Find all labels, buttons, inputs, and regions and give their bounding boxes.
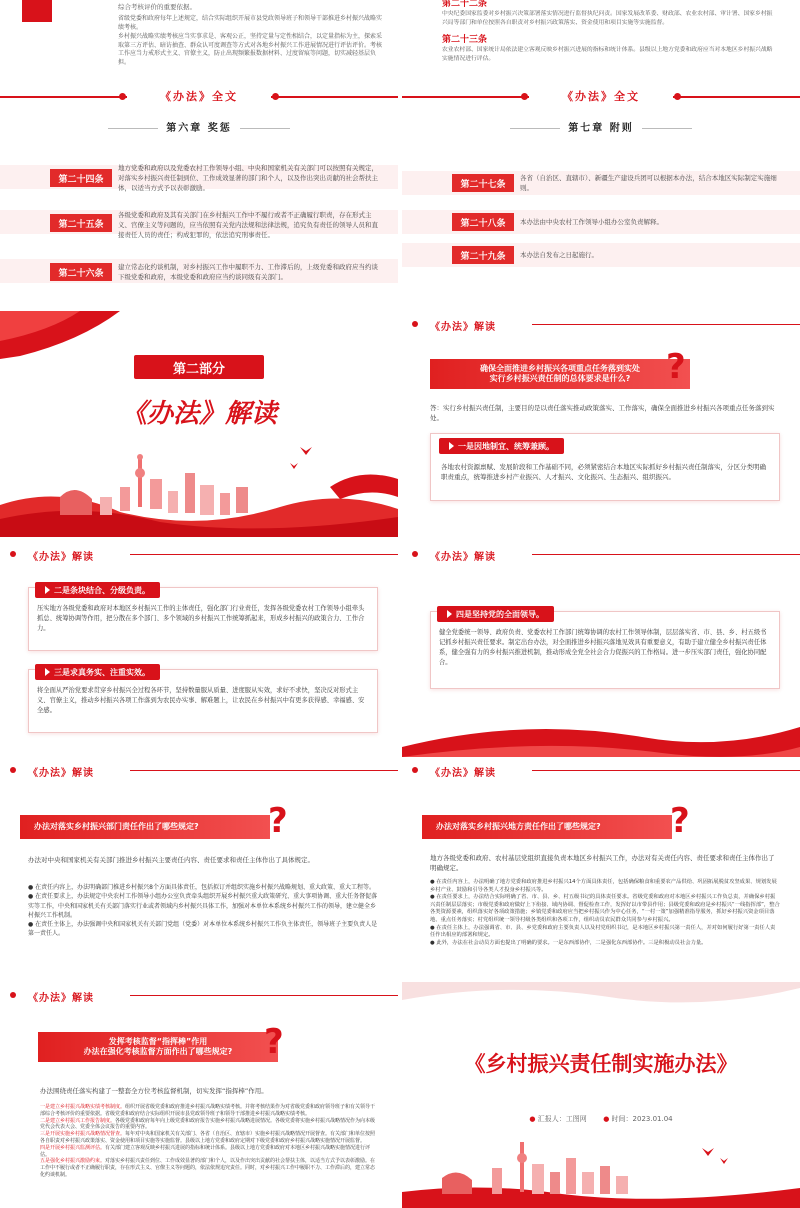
article-text: 本办法自发布之日起施行。	[520, 251, 598, 259]
cover-title: 《乡村振兴责任制实施办法》	[464, 1052, 738, 1076]
point-text: 各地农村资源禀赋、发展阶段和工作基础不同，必须紧密结合本地区实际抓好乡村振兴责任制落实，分区分类明确职责重点，统筹推进乡村产业振兴、人才振兴、文化振兴、生态振兴、组织振兴。	[441, 463, 766, 481]
intro-text: 地方各级党委和政府、农村基层党组织直接负责本地区乡村振兴工作，办法对有关责任内容、责任要求和责任主体作出了明确规定。	[430, 854, 775, 872]
point-card	[430, 611, 780, 689]
question-box: 办法对落实乡村振兴地方责任作出了哪些规定?	[422, 815, 672, 839]
list-item: ● 在责任要求上，办法结合实际明确了省、市、县、乡、村五级书记的具体责任要求。省级党委和政府对本地区乡村振兴工作负总责，并确保乡村振兴责任制层层落实；市级党委和政府做好上下衔接、域内协调、督促检查工作，发挥好以市带县作用；县级党委和政府是乡村振兴“一线指挥部”，整合各类资源要素，组织落实好各项政策措施；乡镇党委和政府应当把乡村振兴作为中心任务，“一村一策”加强精准指导服务，抓好乡村振兴资金项目落地、重点任务落实；村党组织统一领导村级各类组织和各项工作，组织动员农民群众共同参与乡村振兴。	[430, 894, 780, 923]
list-item: ● 在责任要求上，办法规定中央农村工作领导小组办公室负责牵头组织开展乡村振兴重大政策研究、重大事项协调、重大任务督促落实等工作，中央和国家机关有关部门落实行业或者领域内乡村振兴具体工作，加强对本单位本系统乡村振兴工作的领导，建立健全乡村振兴工作机制。	[28, 893, 378, 919]
slide-closing-cover	[402, 982, 800, 1208]
slide-chapter7	[402, 83, 800, 309]
answer-text: 答：实行乡村振兴责任制，主要目的是以责任落实推动政策落实、工作落实，确保全面推进乡村振兴各项重点任务落到实处。	[430, 404, 775, 422]
slide-header: 《办法》解读	[0, 982, 398, 1008]
point-card	[430, 433, 780, 501]
article-text: 地方党委和政府以及党委农村工作领导小组、中央和国家机关有关部门可以按照有关规定，对落实乡村振兴责任制到位、工作成效显著的部门和个人，以及作出突出贡献的社会帮扶主体，以适当方式予以表彰激励。	[118, 164, 378, 192]
bullet-list	[430, 879, 780, 947]
list-item: ● 在责任主体上，办法强调省、市、县、乡党委和政府主要负责人以及村党组织书记，是本地区乡村振兴第一责任人，并对如何履行好第一责任人责任作出相应的部署和规定。	[430, 924, 776, 939]
bullet-text: 乡村振兴战略实绩考核应当实事求是、客观公正，坚持定量与定性相结合，以定量指标为主，探索采取第三方评估、暗访抽查、群众认可度调查等方式对各地乡村振兴工作进展情况进行评估评价。考核工作应当力戒形式主义、官僚主义，防止出现频繁报数据材料、过度留痕等问题，切实减轻基层负担。	[118, 33, 383, 66]
question-mark-icon: ?	[670, 801, 690, 841]
chapter-title: 第七章 附则	[402, 119, 800, 134]
list-item: ● 在责任内容上，办法明确部门推进乡村振兴8个方面具体责任，包括拟订并组织实施乡村振兴战略规划、重大政策、重大工程等。	[28, 884, 375, 891]
exam-list	[40, 1104, 378, 1179]
slide-header: 《办法》解读	[0, 757, 398, 783]
list-item: ● 在责任内容上，办法明确了地方党委和政府推进乡村振兴14个方面具体责任，包括确保粮食和重要农产品供给、巩固拓展脱贫攻坚成果、规划发展乡村产业、鼓励和引导各类人才投身乡村振兴等。	[430, 879, 777, 893]
point-tag: 一是因地制宜、统筹兼顾。	[439, 438, 564, 454]
list-item: 五是强化乡村振兴激励约束。对落实乡村振兴责任到位、工作成效显著的部门和个人，以及作出突出贡献的社会帮扶主体，以适当方式予以表彰激励。在工作中不履行或者不正确履行职责，存在形式主义、官僚主义等问题的，依法依规追究责任。同时，对乡村振兴工作中履职不力、工作滞后的，建立常态化约谈机制。	[40, 1158, 376, 1178]
point-text: 将全面从严治党要求贯穿乡村振兴全过程各环节，坚持数量服从质量、进度服从实效，求好不求快，坚决反对形式主义、官僚主义，推动乡村振兴各项工作落到为农民办实事、解难题上，让农民在乡村振兴中有更多获得感、幸福感、安全感。	[37, 687, 365, 714]
article-text: 本办法由中央农村工作领导小组办公室负责解释。	[520, 218, 663, 226]
user-icon: ●	[529, 1115, 536, 1123]
slide-top-left	[0, 0, 398, 80]
part-title: 《办法》解读	[120, 399, 277, 429]
point-tag: 二是条块结合、分级负责。	[35, 582, 160, 598]
bullet-text: 省级党委和政府每年上述规定，结合实际组织开展市县党政领导班子和领导干部推进乡村振兴战略实绩考核。	[118, 15, 383, 31]
slide-q1	[402, 311, 800, 537]
city-skyline	[402, 1128, 800, 1208]
slide-chapter6	[0, 83, 398, 309]
intro-text: 办法对中央和国家机关有关部门推进乡村振兴主要责任内容、责任要求和责任主体作出了具体规定。	[28, 856, 314, 864]
clock-icon: ●	[603, 1115, 610, 1123]
point-text: 健全党委统一领导、政府负责、党委农村工作部门统筹协调的农村工作领导体制，层层落实省、市、县、乡、村五级书记抓乡村振兴责任要求。制定出台办法，对全面推进乡村振兴落地见效具有重要意义，有助于建立健全乡村振兴责任体系，健全强有力的乡村振兴推进机制，推动形成全党全社会合力促振兴的工作格局。进一步压实部门责任，强化协同配合。	[439, 629, 767, 666]
list-item: 二是建立乡村振兴工作报告制度。各级党委和政府每年向上级党委和政府报告实施乡村振兴战略进展情况。各级党委将实施乡村振兴战略情况作为向本级党代会代表大会、党委全体会议报告的重要内容。	[40, 1117, 376, 1131]
slide-header: 《办法》解读	[402, 757, 800, 783]
bullet-list	[28, 883, 378, 939]
article-text: 各级党委和政府及其有关部门在乡村振兴工作中不履行或者不正确履行职责，存在形式主义、官僚主义等问题的，应当依照有关党内法规和法律法规，追究负有责任的领导人员和直接责任人员的责任；构成犯罪的，依法追究刑事责任。	[118, 211, 378, 239]
question-box: 确保全面推进乡村振兴各项重点任务落到实处 实行乡村振兴责任制的总体要求是什么?	[430, 359, 690, 389]
text-line: 综合考核评价的重要依据。	[118, 3, 196, 11]
article-label: 第二十七条	[452, 174, 514, 192]
slide-q-dept	[0, 757, 398, 983]
article-label: 第二十六条	[50, 263, 112, 281]
slide-header	[0, 83, 398, 109]
article-label: 第二十三条	[442, 35, 488, 45]
slide-part2-cover	[0, 311, 398, 537]
article-text: 中央纪委国家监委对乡村振兴决策部署落实情况进行监督执纪问责。国家发展改革委、财政部、农业农村部、审计署、国家乡村振兴局等部门和单位按照各自职责对乡村振兴政策落实、资金使用和项目实施等实施监督。	[442, 11, 773, 26]
header-title: 《办法》全文	[562, 90, 640, 103]
ribbon-top	[402, 982, 800, 1022]
question-box: 发挥考核监督“指挥棒”作用 办法在强化考核监督方面作出了哪些规定?	[38, 1032, 278, 1062]
list-item: 四是开展乡村振兴监测评估。有关部门建立客观反映乡村振兴进展的指标和统计体系。县级以上地方党委和政府对本地区乡村振兴战略实施情况进行评估。	[40, 1144, 371, 1158]
article-text: 建立常态化约谈机制，对乡村振兴工作中履职不力、工作滞后的，上级党委和政府应当约谈下级党委和政府，本级党委和政府应当约谈同级有关部门。	[118, 263, 378, 281]
article-label: 第二十九条	[452, 246, 514, 264]
point-tag: 四是坚持党的全面领导。	[437, 606, 554, 622]
list-item: 一是建立乡村振兴战略实绩考核制度。组织开展省级党委和政府推进乡村振兴战略实绩考核。并将考核结果作为对省级党委和政府领导班子和有关领导干部综合考核评价的重要依据。省级党委和政府结合实际组织开展市县党政领导班子和领导干部推进乡村振兴战略实绩考核。	[40, 1104, 376, 1117]
slide-top-right	[402, 0, 800, 80]
article-label: 第二十四条	[50, 169, 112, 187]
article-text: 农业农村部、国家统计局依法建立客观反映乡村振兴进展的指标和统计体系。县级以上地方党委和政府应当对本地区乡村振兴战略实施情况进行评估。	[442, 47, 773, 62]
slide-q-exam	[0, 982, 398, 1208]
header-title: 《办法》全文	[160, 90, 238, 103]
question-mark-icon: ?	[268, 801, 288, 841]
list-item: 三是开展实施乡村振兴战略情况督查。每年对中央和国家机关有关部门、各省（自治区、直辖市）实施乡村振兴战略情况开展督查。有关部门和单位按照各自职责对乡村振兴政策落实、资金使用和项目实施等实施监督。县级以上地方党委和政府定期对下级党委和政府乡村振兴战略实施情况开展监督。	[40, 1131, 376, 1144]
point-card	[28, 669, 378, 733]
list-item: ● 此外，办法在社会动员方面也提出了明确的要求。一是东西部协作，二是强化东西部协作。三是积极动员社会力量。	[430, 939, 707, 946]
part-label: 第二部分	[134, 355, 264, 379]
article-text: 各省（自治区、直辖市）、新疆生产建设兵团可以根据本办法，结合本地区实际制定实施细则。	[520, 174, 777, 192]
slide-header	[402, 83, 800, 109]
question-box: 办法对落实乡村振兴部门责任作出了哪些规定?	[20, 815, 270, 839]
question-mark-icon: ?	[264, 1022, 284, 1062]
red-block	[22, 0, 52, 22]
slide-header: 《办法》解读	[402, 311, 800, 337]
point-card	[28, 587, 378, 651]
point-tag: 三是求真务实、注重实效。	[35, 664, 160, 680]
intro-text: 办法围绕责任落实构建了一整套全方位考核监督机制，切实发挥“指挥棒”作用。	[40, 1087, 268, 1095]
article-label: 第二十五条	[50, 214, 112, 232]
point-text: 压实地方各级党委和政府对本地区乡村振兴工作的主体责任，强化部门行业责任，发挥各级党委农村工作领导小组牵头抓总、统筹协调等作用，把分散在多个部门、多个领域的乡村振兴工作统筹抓起来，形成乡村振兴的政策合力、工作合力。	[37, 605, 365, 632]
cover-meta: ● 汇报人：工图网 ● 时间：2023.01.04	[529, 1115, 673, 1123]
city-skyline	[0, 427, 398, 537]
slide-header: 《办法》解读	[402, 541, 800, 567]
question-mark-icon: ?	[666, 347, 686, 387]
chapter-title: 第六章 奖惩	[0, 119, 398, 134]
slide-point-4	[402, 541, 800, 767]
article-label: 第二十二条	[442, 0, 488, 9]
list-item: ● 在责任主体上，办法强调中央和国家机关有关部门党组（党委）对本单位本系统乡村振兴工作负主体责任，领导班子主要负责人是第一责任人。	[28, 921, 378, 938]
slide-header: 《办法》解读	[0, 541, 398, 567]
slide-points-2-3	[0, 541, 398, 767]
slide-q-local	[402, 757, 800, 983]
article-label: 第二十八条	[452, 213, 514, 231]
